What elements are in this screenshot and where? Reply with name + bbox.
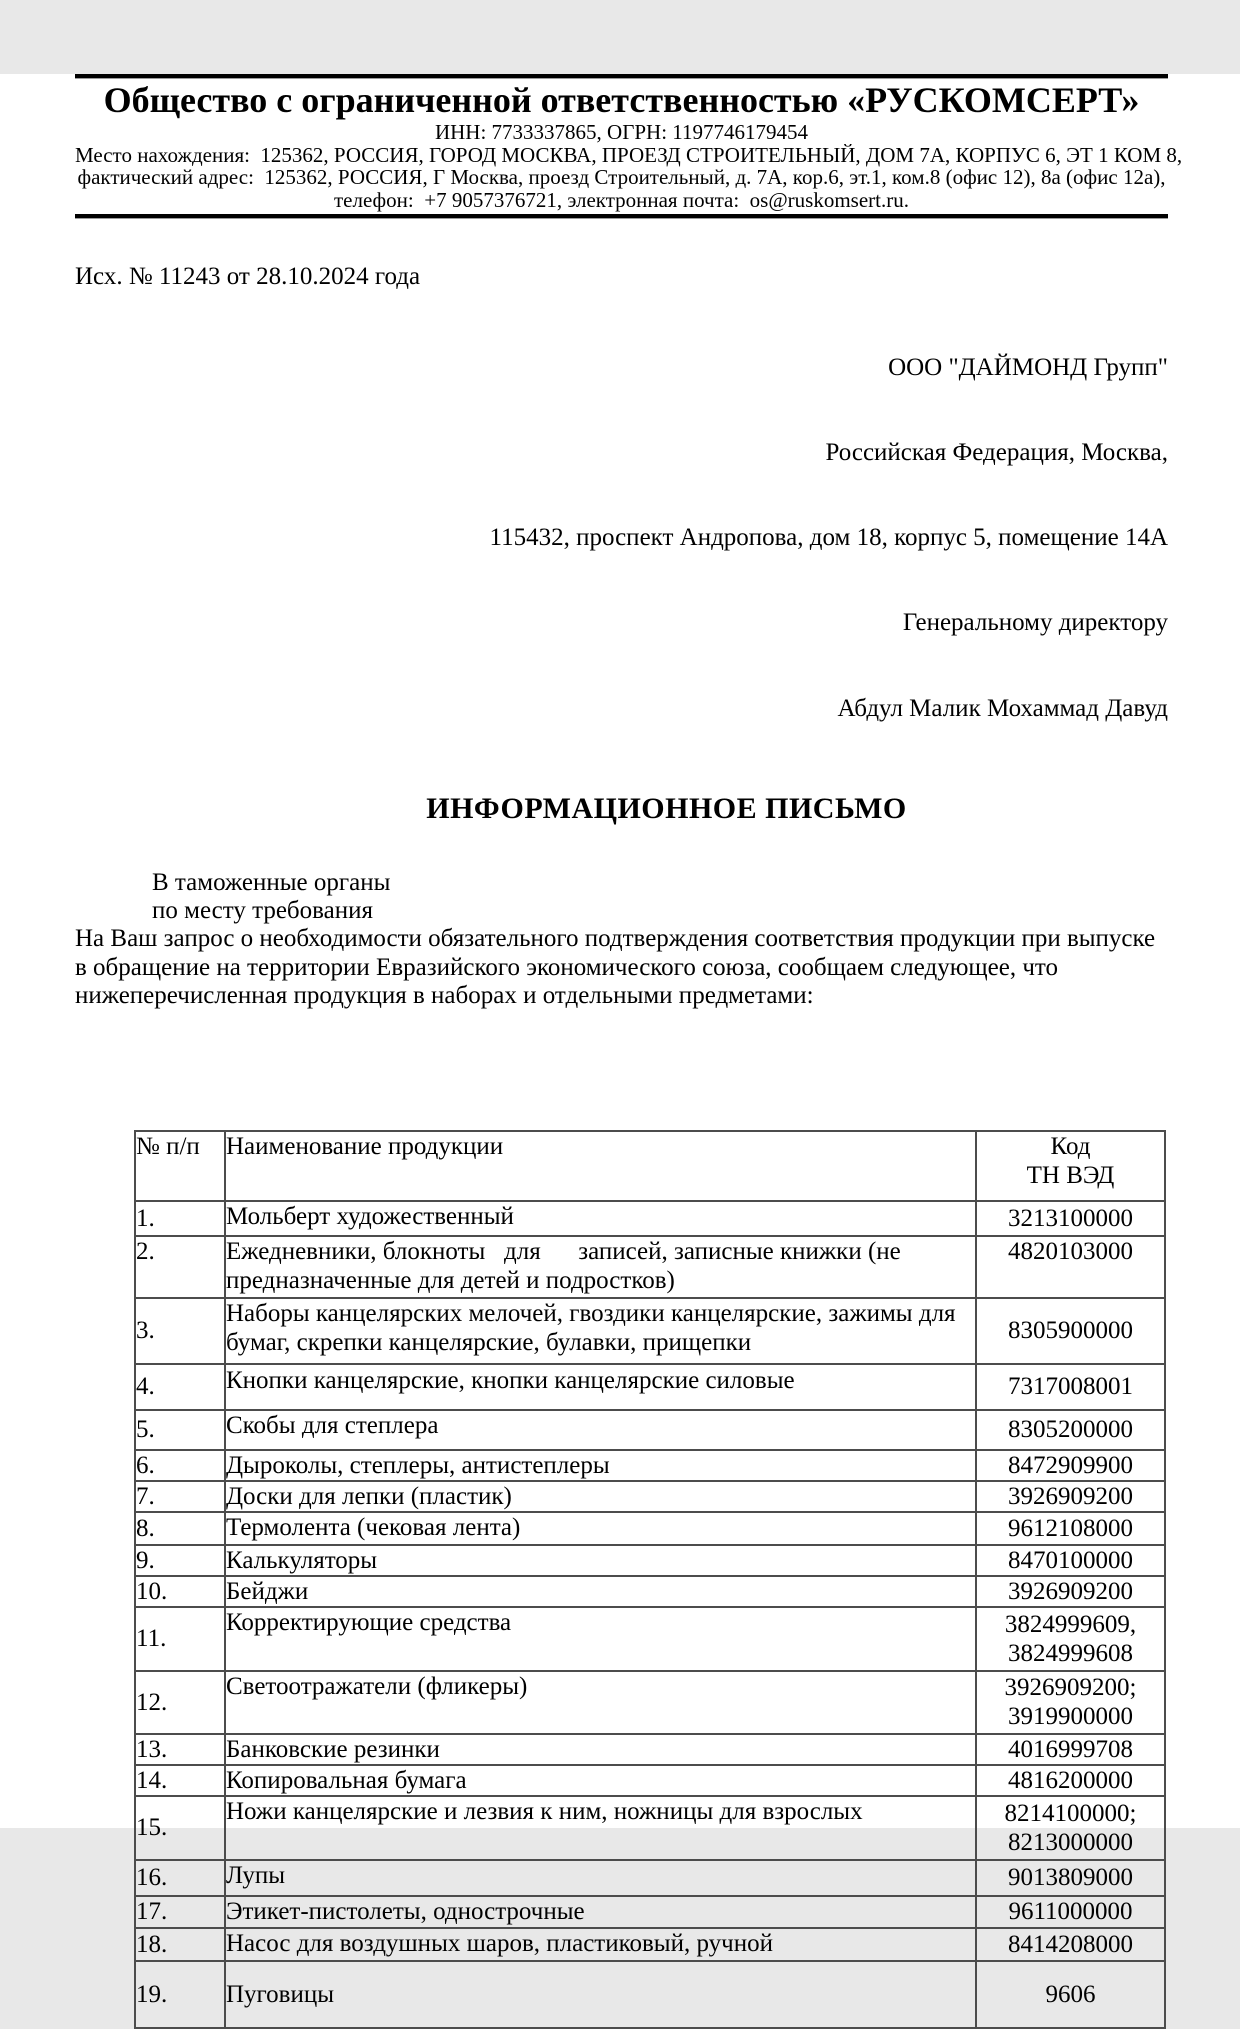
table-row — [135, 1236, 1165, 1298]
table-row — [135, 1860, 1165, 1896]
company-contacts-line: телефон: +7 9057376721, электронная почта: os@ruskomsert.ru. — [334, 187, 909, 212]
product-name-cell — [225, 1796, 976, 1860]
tnved-code-cell — [976, 1607, 1165, 1671]
table-row — [135, 1512, 1165, 1545]
table-row — [135, 1576, 1165, 1607]
table-row — [135, 1450, 1165, 1481]
header-cell-number: № п/п — [135, 1131, 225, 1201]
tnved-code-line: 9013809000 — [1008, 1864, 1133, 1892]
tnved-code-cell — [976, 1201, 1165, 1236]
row-number-cell: 6. — [135, 1450, 225, 1481]
table-row — [135, 1928, 1165, 1961]
recipient-note-line: В таможенные органы — [152, 868, 391, 896]
product-name-line: бумаг, скрепки канцелярские, булавки, прищепки — [226, 1328, 752, 1356]
row-number-cell: 18. — [135, 1928, 225, 1961]
product-name-line: Термолента (чековая лента) — [226, 1513, 521, 1541]
row-number-cell: 9. — [135, 1545, 225, 1576]
tnved-code-line: 7317008001 — [1008, 1373, 1133, 1401]
header-code-line1: Код — [1050, 1132, 1091, 1160]
row-number-cell: 3. — [135, 1298, 225, 1364]
tnved-code-line: 4816200000 — [1008, 1766, 1133, 1794]
tnved-code-line: 4016999708 — [1008, 1735, 1133, 1763]
tnved-code-cell — [976, 1545, 1165, 1576]
product-name-cell — [225, 1576, 976, 1607]
tnved-code-line: 3926909200 — [1008, 1482, 1133, 1510]
product-name-cell — [225, 1765, 976, 1796]
document-page — [0, 74, 1240, 2008]
product-name-line: Банковские резинки — [226, 1735, 440, 1763]
tnved-code-line: 3213100000 — [1008, 1204, 1133, 1232]
header-code-line2: ТН ВЭД — [1026, 1161, 1115, 1189]
outgoing-reference: Исх. № 11243 от 28.10.2024 года — [75, 263, 421, 290]
table-row — [135, 1796, 1165, 1860]
page-content — [75, 74, 1183, 2029]
table-row — [135, 1896, 1165, 1928]
addressee-street-address: 115432, проспект Андропова, дом 18, корпус 5, помещение 14А — [489, 524, 1168, 552]
tnved-code-line: 3926909200; — [1004, 1674, 1137, 1702]
product-name-line: Бейджи — [226, 1577, 309, 1605]
header-row — [135, 1131, 1165, 1201]
row-number-cell: 1. — [135, 1201, 225, 1236]
tnved-code-cell — [976, 1410, 1165, 1450]
table-row — [135, 1961, 1165, 2028]
product-name-line: Скобы для степлера — [226, 1411, 439, 1439]
tnved-code-cell — [976, 1364, 1165, 1410]
tnved-code-line: 3926909200 — [1008, 1577, 1133, 1605]
row-number-cell: 15. — [135, 1796, 225, 1860]
row-number-cell: 12. — [135, 1671, 225, 1734]
letterhead-top-rule — [75, 74, 1168, 78]
tnved-code-line: 8214100000; — [1004, 1799, 1137, 1827]
tnved-code-line: 8213000000 — [1008, 1828, 1133, 1856]
tnved-code-cell — [976, 1298, 1165, 1364]
product-name-cell — [225, 1928, 976, 1961]
product-name-line: Корректирующие средства — [226, 1608, 512, 1636]
product-table — [134, 1130, 1166, 2029]
product-name-line: Дыроколы, степлеры, антистеплеры — [226, 1451, 610, 1479]
product-name-line: Насос для воздушных шаров, пластиковый, ручной — [226, 1929, 773, 1957]
tnved-code-line: 8414208000 — [1008, 1930, 1133, 1958]
tnved-code-cell — [976, 1796, 1165, 1860]
product-name-line: Этикет-пистолеты, однострочные — [226, 1897, 585, 1925]
product-name-cell — [225, 1364, 976, 1410]
row-number-cell: 7. — [135, 1481, 225, 1512]
product-name-line: предназначенные для детей и подростков) — [226, 1266, 675, 1294]
body-line: На Ваш запрос о необходимости обязательного подтверждения соответствия продукции при выпуске — [75, 925, 1156, 953]
product-name-line: Копировальная бумага — [226, 1766, 467, 1794]
table-row — [135, 1734, 1165, 1765]
product-name-line: Пуговицы — [226, 1980, 335, 2008]
table-row — [135, 1607, 1165, 1671]
product-name-cell — [225, 1410, 976, 1450]
product-name-line: Калькуляторы — [226, 1546, 378, 1574]
product-name-cell — [225, 1671, 976, 1734]
row-number-cell: 11. — [135, 1607, 225, 1671]
company-location-line: Место нахождения: 125362, РОССИЯ, ГОРОД МОСКВА, ПРОЕЗД СТРОИТЕЛЬНЫЙ, ДОМ 7А, КОРПУС 6, ЭТ 1 КОМ 8, — [75, 142, 1183, 167]
product-name-line: Мольберт художественный — [226, 1202, 514, 1230]
company-inn-ogrn-line: ИНН: 7733337865, ОГРН: 1197746179454 — [434, 120, 809, 144]
addressee-position: Генеральному директору — [902, 609, 1168, 637]
product-table-body — [135, 1201, 1165, 2028]
product-name-line: Наборы канцелярских мелочей, гвоздики канцелярские, зажимы для — [226, 1299, 956, 1327]
tnved-code-line: 8305200000 — [1008, 1416, 1133, 1444]
row-number-cell: 13. — [135, 1734, 225, 1765]
product-name-line: Ежедневники, блокноты для записей, записные книжки (не — [226, 1237, 901, 1265]
tnved-code-cell — [976, 1765, 1165, 1796]
product-name-line: Доски для лепки (пластик) — [226, 1482, 512, 1510]
tnved-code-cell — [976, 1671, 1165, 1734]
letter-title: ИНФОРМАЦИОННОЕ ПИСЬМО — [426, 791, 907, 825]
company-actual-address-line: фактический адрес: 125362, РОССИЯ, Г Москва, проезд Строительный, д. 7А, кор.6, эт.1, ком.8 (офис 12), 8а (офис 12а), — [77, 165, 1166, 189]
tnved-code-line: 4820103000 — [1008, 1237, 1133, 1265]
product-name-cell — [225, 1481, 976, 1512]
addressee-person: Абдул Малик Мохаммад Давуд — [837, 694, 1168, 722]
row-number-cell: 4. — [135, 1364, 225, 1410]
row-number-cell: 10. — [135, 1576, 225, 1607]
row-number-cell: 16. — [135, 1860, 225, 1896]
row-number-cell: 14. — [135, 1765, 225, 1796]
tnved-code-cell — [976, 1734, 1165, 1765]
product-name-line: Кнопки канцелярские, кнопки канцелярские силовые — [226, 1366, 795, 1394]
product-name-cell — [225, 1236, 976, 1298]
product-name-cell — [225, 1298, 976, 1364]
product-table-header — [135, 1131, 1165, 1201]
product-name-cell — [225, 1201, 976, 1236]
recipient-note-block — [75, 869, 1168, 925]
header-cell-product-name: Наименование продукции — [225, 1131, 976, 1201]
product-name-cell — [225, 1860, 976, 1896]
tnved-code-line: 9611000000 — [1008, 1898, 1133, 1926]
tnved-code-cell — [976, 1961, 1165, 2028]
product-name-cell — [225, 1607, 976, 1671]
product-name-cell — [225, 1545, 976, 1576]
row-number-cell: 5. — [135, 1410, 225, 1450]
table-row — [135, 1201, 1165, 1236]
addressee-block — [75, 297, 1168, 780]
header-cell-tnved-code — [976, 1131, 1165, 1201]
row-number-cell: 19. — [135, 1961, 225, 2028]
company-name-title: Общество с ограниченной ответственностью «РУСКОМСЕРТ» — [103, 80, 1140, 120]
tnved-code-cell — [976, 1896, 1165, 1928]
table-row — [135, 1765, 1165, 1796]
tnved-code-cell — [976, 1512, 1165, 1545]
product-name-cell — [225, 1896, 976, 1928]
tnved-code-cell — [976, 1928, 1165, 1961]
tnved-code-cell — [976, 1860, 1165, 1896]
table-row — [135, 1545, 1165, 1576]
tnved-code-line: 8305900000 — [1008, 1317, 1133, 1345]
addressee-company: ООО "ДАЙМОНД Групп" — [888, 353, 1168, 381]
tnved-code-line: 8472909900 — [1008, 1451, 1133, 1479]
letterhead-bottom-rule — [75, 214, 1168, 218]
body-line: в обращение на территории Евразийского экономического союза, сообщаем следующее, что — [75, 953, 1058, 981]
row-number-cell: 2. — [135, 1236, 225, 1298]
tnved-code-cell — [976, 1576, 1165, 1607]
product-name-cell — [225, 1961, 976, 2028]
tnved-code-cell — [976, 1450, 1165, 1481]
tnved-code-line: 9606 — [1045, 1980, 1096, 2008]
row-number-cell: 17. — [135, 1896, 225, 1928]
tnved-code-line: 3919900000 — [1008, 1703, 1133, 1731]
tnved-code-line: 8470100000 — [1008, 1546, 1133, 1574]
tnved-code-line: 3824999609, — [1004, 1610, 1137, 1638]
product-name-cell — [225, 1450, 976, 1481]
recipient-note-line: по месту требования — [152, 897, 373, 925]
table-row — [135, 1298, 1165, 1364]
tnved-code-cell — [976, 1236, 1165, 1298]
tnved-code-cell — [976, 1481, 1165, 1512]
tnved-code-line: 3824999608 — [1008, 1639, 1133, 1667]
product-name-line: Ножи канцелярские и лезвия к ним, ножницы для взрослых — [226, 1797, 863, 1825]
table-row — [135, 1410, 1165, 1450]
product-name-line: Лупы — [226, 1861, 286, 1889]
product-name-cell — [225, 1512, 976, 1545]
table-row — [135, 1364, 1165, 1410]
product-name-cell — [225, 1734, 976, 1765]
letter-body-paragraph — [75, 925, 1168, 1010]
body-line: нижеперечисленная продукция в наборах и отдельными предметами: — [75, 981, 814, 1009]
table-row — [135, 1481, 1165, 1512]
addressee-country-city: Российская Федерация, Москва, — [825, 439, 1168, 467]
product-name-line: Светоотражатели (фликеры) — [226, 1672, 528, 1700]
row-number-cell: 8. — [135, 1512, 225, 1545]
table-row — [135, 1671, 1165, 1734]
tnved-code-line: 9612108000 — [1008, 1514, 1133, 1542]
